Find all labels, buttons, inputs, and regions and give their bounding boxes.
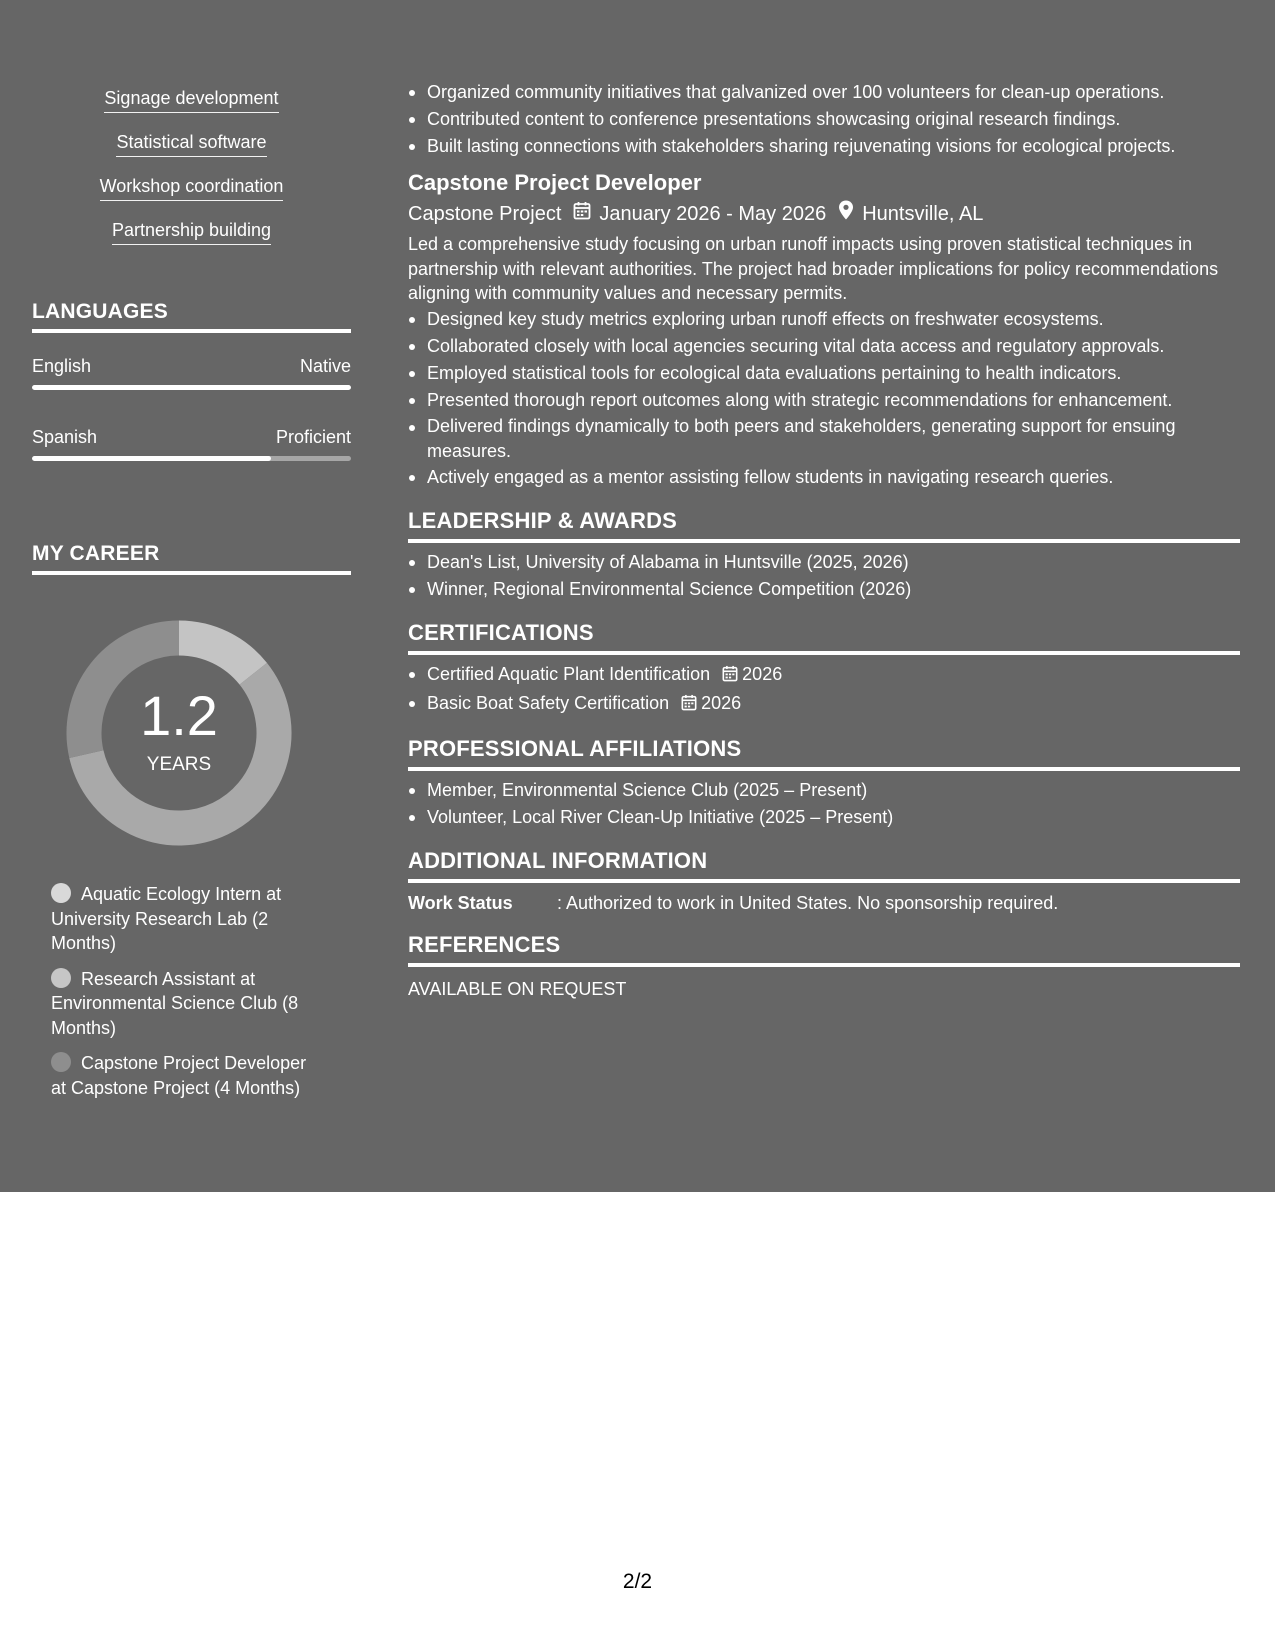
job-dates: January 2026 - May 2026 <box>599 203 827 225</box>
bullet-item: Contributed content to conference presentations showcasing original research findings. <box>408 106 1240 133</box>
legend-dot-icon <box>51 968 71 988</box>
legend-dot-icon <box>51 883 71 903</box>
skill-item: Statistical software <box>116 130 266 157</box>
bullet-item: Presented thorough report outcomes along with strategic recommendations for enhancement. <box>408 387 1240 414</box>
job-location: Huntsville, AL <box>862 203 984 225</box>
work-status-label: Work Status <box>408 892 513 913</box>
affiliations-section <box>408 735 1240 831</box>
language-english <box>32 355 351 390</box>
language-level-bar <box>32 456 351 461</box>
job-description: Led a comprehensive study focusing on urban runoff impacts using proven statistical techniques in partnership with relevant authorities. The project had broader implications for policy recommendations aligning with community values and necessary permits. <box>408 234 1219 303</box>
job-bullets <box>408 306 1240 491</box>
references-section <box>408 931 1240 1001</box>
calendar-icon <box>722 663 738 690</box>
language-name: Spanish <box>32 427 98 447</box>
job-meta <box>408 200 1240 228</box>
language-name: English <box>32 356 92 376</box>
certification-name: Certified Aquatic Plant Identification <box>427 663 711 684</box>
language-level-fill <box>32 385 351 390</box>
additional-info-section <box>408 847 1240 915</box>
job-title: Capstone Project Developer <box>408 170 702 195</box>
references-text: AVAILABLE ON REQUEST <box>408 978 627 999</box>
language-level: Proficient <box>275 427 351 447</box>
language-spanish <box>32 426 351 461</box>
career-donut-chart <box>66 620 292 846</box>
location-pin-icon <box>838 200 854 228</box>
bullet-item: Organized community initiatives that galvanized over 100 volunteers for clean-up operations. <box>408 79 1240 106</box>
leadership-heading: LEADERSHIP & AWARDS <box>408 507 1240 543</box>
additional-info-heading: ADDITIONAL INFORMATION <box>408 847 1240 883</box>
languages-section <box>32 300 351 461</box>
career-section <box>32 542 351 1098</box>
skill-item: Signage development <box>104 86 278 113</box>
skill-item: Partnership building <box>112 218 271 245</box>
certification-item <box>408 690 1240 719</box>
bullet-item: Winner, Regional Environmental Science Competition (2026) <box>408 576 1240 603</box>
bullet-item: Member, Environmental Science Club (2025 – Present) <box>408 777 1240 804</box>
page-number: 2/2 <box>622 1570 653 1593</box>
work-status-value: : Authorized to work in United States. No sponsorship required. <box>557 892 1059 913</box>
work-status-row <box>408 891 1240 915</box>
career-legend-item <box>51 882 321 956</box>
leadership-list <box>408 549 1240 603</box>
career-legend-item <box>51 1051 321 1100</box>
career-total-years: 1.2 <box>140 684 218 747</box>
certification-name: Basic Boat Safety Certification <box>427 692 670 713</box>
career-heading: MY CAREER <box>32 542 351 575</box>
bullet-item: Collaborated closely with local agencies securing vital data access and regulatory approvals. <box>408 333 1240 360</box>
language-level-bar <box>32 385 351 390</box>
bullet-item: Actively engaged as a mentor assisting fellow students in navigating research queries. <box>408 464 1240 491</box>
career-total-unit: YEARS <box>146 754 212 775</box>
bullet-item: Volunteer, Local River Clean-Up Initiative (2025 – Present) <box>408 804 1240 831</box>
career-legend-item <box>51 967 321 1041</box>
calendar-icon <box>573 200 591 228</box>
bullet-item: Built lasting connections with stakeholders sharing rejuvenating visions for ecological projects. <box>408 133 1240 160</box>
certifications-heading: CERTIFICATIONS <box>408 619 1240 655</box>
skills-list <box>32 86 351 262</box>
language-level-fill <box>32 456 271 461</box>
language-level: Native <box>299 356 351 376</box>
references-heading: REFERENCES <box>408 931 1240 967</box>
legend-dot-icon <box>51 1052 71 1072</box>
bullet-item: Delivered findings dynamically to both peers and stakeholders, generating support for ensuing measures. <box>408 414 1240 464</box>
job-entry <box>408 169 1240 491</box>
career-legend-text: Research Assistant at Environmental Science Club (8 Months) <box>51 968 299 1038</box>
certification-item <box>408 661 1240 690</box>
main-column <box>408 0 1240 1001</box>
previous-job-bullets <box>408 79 1240 160</box>
bullet-item: Designed key study metrics exploring urban runoff effects on freshwater ecosystems. <box>408 306 1240 333</box>
bullet-item: Dean's List, University of Alabama in Huntsville (2025, 2026) <box>408 549 1240 576</box>
career-legend-text: Capstone Project Developer at Capstone Project (4 Months) <box>51 1053 307 1098</box>
bullet-item: Employed statistical tools for ecological data evaluations pertaining to health indicators. <box>408 360 1240 387</box>
affiliations-list <box>408 777 1240 831</box>
calendar-icon <box>681 692 697 719</box>
languages-heading: LANGUAGES <box>32 300 351 333</box>
certification-year: 2026 <box>701 692 742 713</box>
leadership-section <box>408 507 1240 603</box>
skill-item: Workshop coordination <box>100 174 284 201</box>
certification-year: 2026 <box>742 663 783 684</box>
career-legend-text: Aquatic Ecology Intern at University Research Lab (2 Months) <box>51 884 282 953</box>
certifications-list <box>408 661 1240 719</box>
job-company: Capstone Project <box>408 203 562 225</box>
career-legend <box>51 882 321 1111</box>
certifications-section <box>408 619 1240 719</box>
affiliations-heading: PROFESSIONAL AFFILIATIONS <box>408 735 1240 771</box>
